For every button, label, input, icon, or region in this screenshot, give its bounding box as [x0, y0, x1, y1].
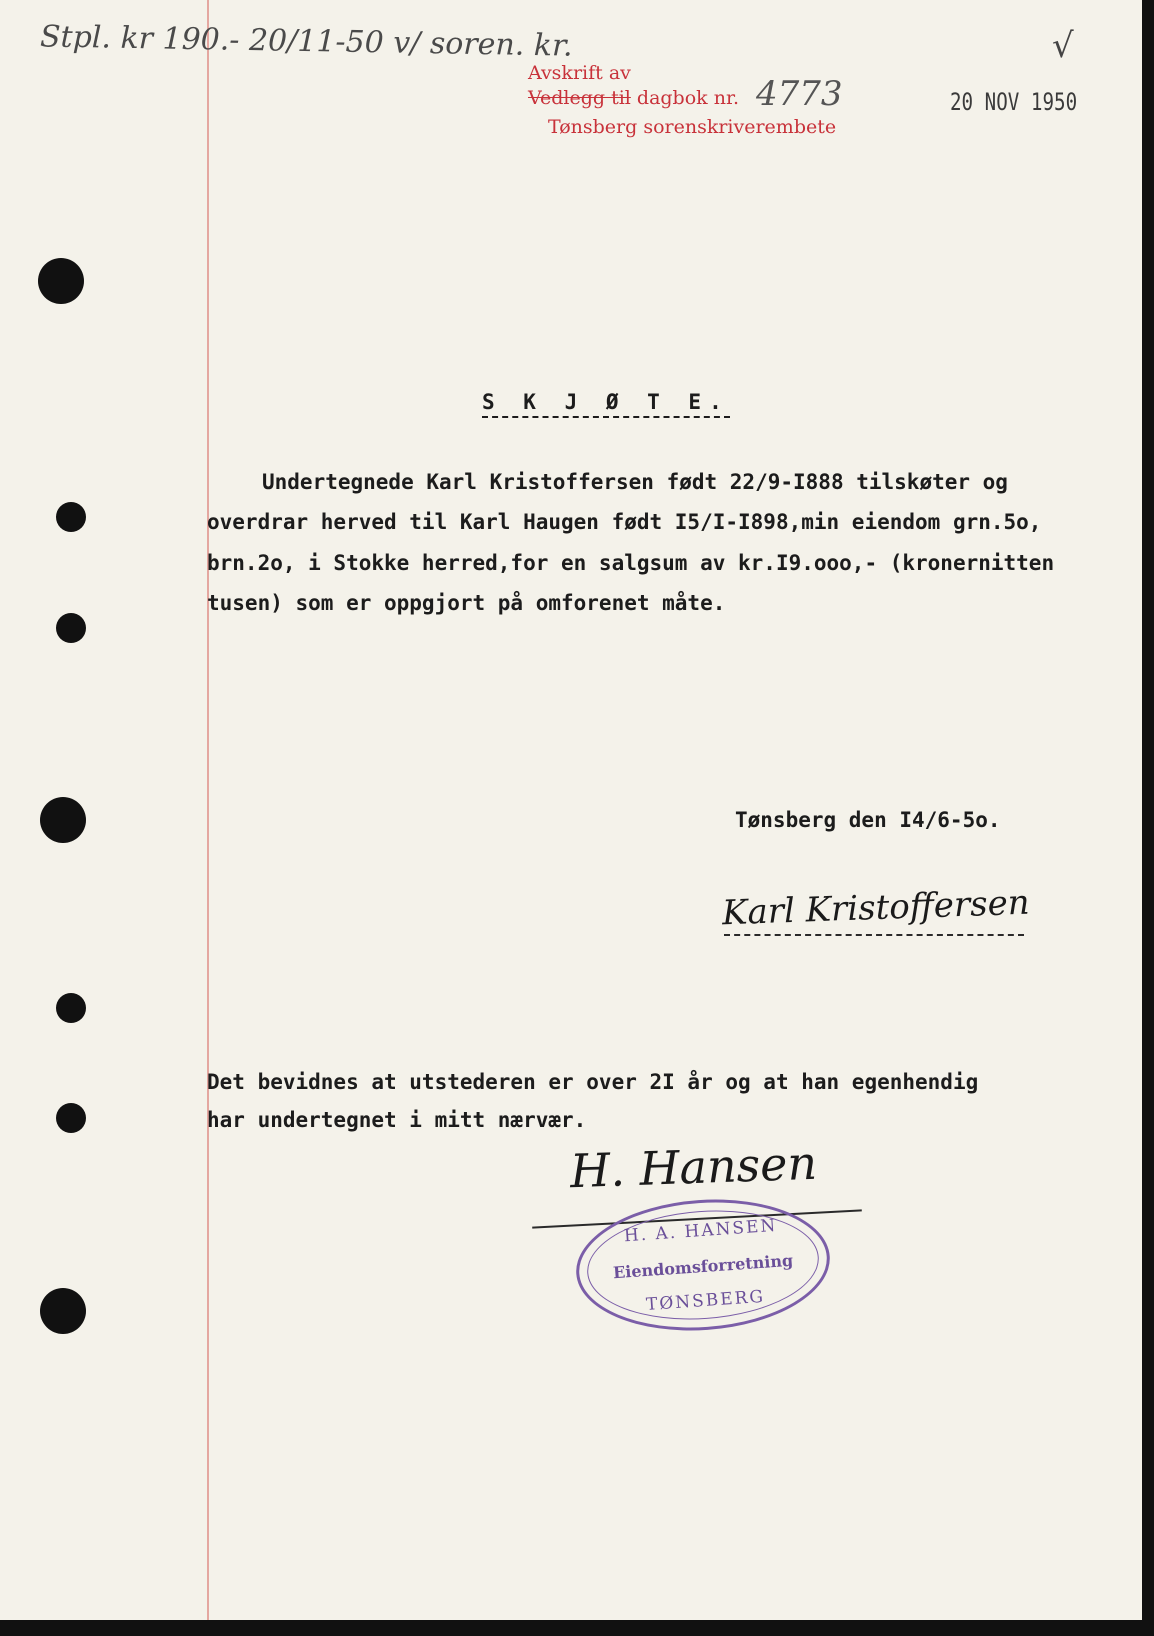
stamp-bottom-text: TØNSBERG	[645, 1286, 766, 1316]
document-title: S K J Ø T E.	[482, 390, 730, 418]
stamp-top-text: H. A. HANSEN	[623, 1215, 778, 1247]
punch-hole	[56, 1103, 86, 1133]
place-date: Tønsberg den I4/6-5o.	[735, 808, 1001, 832]
stamp-line-office: Tønsberg sorenskriverembete	[548, 116, 837, 138]
punch-hole	[56, 502, 86, 532]
attestation-line: har undertegnet i mitt nærvær.	[207, 1108, 587, 1132]
dagbok-number: 4773	[756, 74, 843, 114]
signature-line	[724, 934, 1024, 936]
date-stamp: 20 NOV 1950	[950, 88, 1078, 116]
body-line: brn.2o, i Stokke herred,for en salgsum av kr.I9.ooo,- (kronernitten	[207, 551, 1055, 575]
body-line: Undertegnede Karl Kristoffersen født 22/9-I888 tilskøter og	[262, 470, 1008, 494]
punch-hole	[40, 1288, 86, 1334]
margin-line	[207, 0, 209, 1620]
attestation-line: Det bevidnes at utstederen er over 2I år og at han egenhendig	[207, 1070, 979, 1094]
company-stamp	[572, 1191, 834, 1338]
check-mark: √	[1052, 26, 1074, 66]
body-line: tusen) som er oppgjort på omforenet måte.	[207, 591, 726, 615]
body-line: overdrar herved til Karl Haugen født I5/I-I898,min eiendom grn.5o,	[207, 510, 1042, 534]
stamp-middle-text: Eiendomsforretning	[612, 1250, 794, 1283]
punch-hole	[38, 258, 84, 304]
punch-hole	[56, 613, 86, 643]
punch-hole	[56, 993, 86, 1023]
stamp-line-avskrift: Avskrift av	[528, 62, 631, 84]
signature-seller: Karl Kristoffersen	[721, 882, 1031, 934]
punch-hole	[40, 797, 86, 843]
handwritten-fee-note: Stpl. kr 190.- 20/11-50 v/ soren. kr.	[39, 19, 573, 64]
signature-witness: H. Hansen	[569, 1135, 818, 1199]
stamp-line-vedlegg: Vedlegg til dagbok nr.	[528, 87, 739, 109]
